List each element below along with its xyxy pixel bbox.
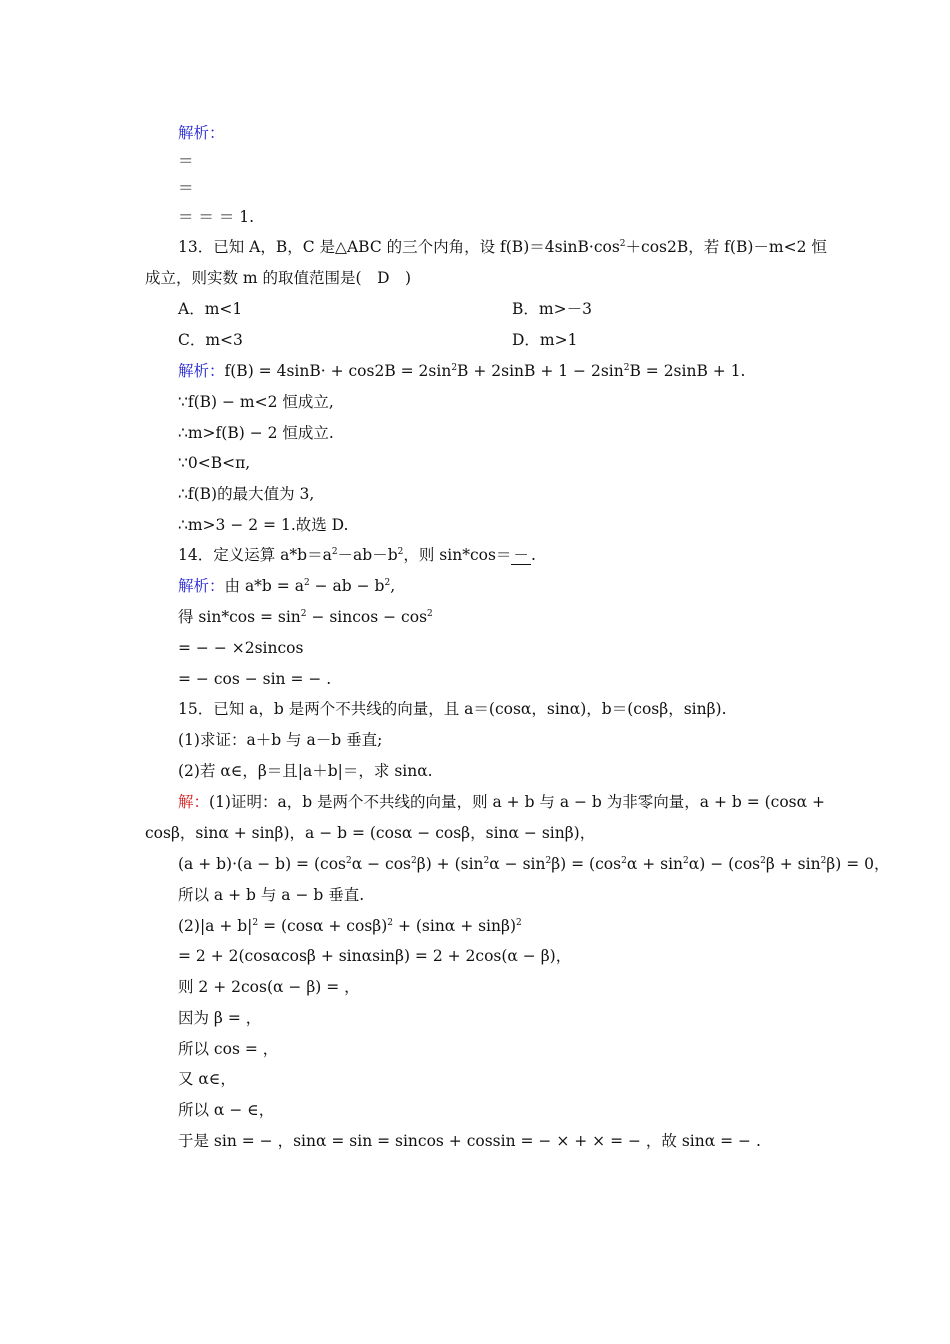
text-line: [512, 330, 577, 350]
text-line: [178, 361, 745, 381]
text-line: [145, 823, 595, 843]
text-segment: 则 2 + 2cos(α − β) = ，: [178, 978, 360, 996]
text-segment: (1)求证：a＋b 与 a－b 垂直;: [178, 731, 383, 749]
superscript: 2: [483, 856, 490, 866]
text-segment: D．m>1: [512, 331, 578, 349]
text-segment: α − cos: [351, 855, 411, 873]
text-line: [145, 268, 411, 288]
text-segment: ，则 sin*cos＝: [403, 546, 512, 564]
label-blue: 解析：: [178, 362, 225, 380]
text-segment: + (sinα + sinβ): [393, 917, 517, 935]
text-line: [178, 392, 334, 412]
superscript: 2: [397, 547, 404, 557]
text-segment: − sincos − cos: [306, 608, 428, 626]
text-segment: (2)若 α∈，β＝且|a＋b|＝，求 sinα.: [178, 762, 433, 780]
text-line: [178, 237, 827, 257]
text-line: [178, 123, 225, 143]
superscript: 2: [623, 363, 630, 373]
text-line: [178, 1008, 261, 1028]
text-segment: α) − (cos: [688, 855, 761, 873]
text-segment: α − sin: [489, 855, 546, 873]
text-line: [512, 299, 592, 319]
text-line: [178, 178, 194, 198]
text-line: [178, 576, 395, 596]
superscript: 2: [387, 918, 394, 928]
text-segment: B + 2sinB + 1 − 2sin: [457, 362, 624, 380]
text-segment: (a + b)·(a − b) = (cos: [178, 855, 346, 873]
superscript: 2: [331, 547, 338, 557]
text-segment: − ab − b: [309, 577, 385, 595]
text-segment: = 2 + 2(cosαcosβ + sinαsinβ) = 2 + 2cos(α − β)，: [178, 947, 572, 965]
text-line: [178, 1131, 761, 1151]
superscript: 2: [303, 578, 310, 588]
text-segment: β) = 0，: [826, 855, 890, 873]
text-line: [178, 669, 331, 689]
text-segment: 成立，则实数 m 的取值范围是( D ): [145, 269, 412, 287]
text-segment: ∴m>f(B) − 2 恒成立.: [178, 424, 334, 442]
text-segment: (2)|a + b|: [178, 917, 253, 935]
text-segment: 得 sin*cos = sin: [178, 608, 301, 626]
text-segment: f(B) = 4sinB· + cos2B = 2sin: [224, 362, 452, 380]
superscript: 2: [621, 856, 627, 866]
superscript: 2: [384, 578, 391, 588]
superscript: 2: [760, 856, 766, 866]
text-segment: －: [513, 546, 529, 564]
text-line: [178, 916, 522, 936]
text-segment: B．m>－3: [512, 300, 592, 318]
text-segment: 15．已知 a，b 是两个不共线的向量，且 a＝(cosα，sinα)，b＝(cosβ，sinβ).: [178, 700, 727, 718]
label-blue: 解析：: [178, 577, 225, 595]
text-segment: 所以 a + b 与 a − b 垂直.: [178, 886, 365, 904]
text-line: [178, 423, 334, 443]
text-segment: 所以 cos = ，: [178, 1040, 279, 1058]
text-segment: (1)证明：a，b 是两个不共线的向量，则 a + b 与 a − b 为非零向量，a + b = (cosα +: [209, 793, 826, 811]
text-line: [178, 330, 243, 350]
superscript: 2: [345, 856, 352, 866]
text-line: [178, 761, 433, 781]
text-segment: ＋cos2B，若 f(B)－m<2 恒: [625, 238, 827, 256]
superscript: 2: [545, 856, 552, 866]
superscript: 2: [451, 363, 458, 373]
text-segment: .: [530, 546, 536, 564]
text-line: [178, 1039, 278, 1059]
text-segment: ∵0<B<π,: [178, 454, 251, 472]
text-segment: ＝: [178, 152, 194, 170]
superscript: 2: [300, 609, 307, 619]
text-line: [178, 151, 194, 171]
text-line: [178, 730, 382, 750]
text-segment: ＝ ＝ ＝ 1.: [178, 208, 255, 226]
label-red: 解：: [178, 793, 210, 811]
text-segment: 由 a*b = a: [224, 577, 304, 595]
text-segment: α + sin: [626, 855, 684, 873]
text-line: [178, 607, 433, 627]
text-line: [178, 699, 727, 719]
superscript: 2: [683, 856, 689, 866]
text-line: [178, 207, 254, 227]
text-segment: ＝: [178, 179, 194, 197]
text-line: [178, 854, 890, 874]
superscript: 2: [619, 239, 626, 249]
text-line: [178, 792, 825, 812]
text-segment: A．m<1: [178, 300, 243, 318]
text-line: [178, 299, 242, 319]
text-segment: β) = (cos: [551, 855, 622, 873]
superscript: 2: [516, 918, 522, 928]
text-segment: = − cos − sin = − .: [178, 670, 332, 688]
text-line: [178, 946, 571, 966]
text-segment: cosβ，sinα + sinβ)，a − b = (cosα − cosβ，sinα − sinβ)，: [145, 824, 596, 842]
text-segment: 所以 α − ∈，: [178, 1101, 275, 1119]
text-segment: 14．定义运算 a*b＝a: [178, 546, 332, 564]
text-segment: β + sin: [765, 855, 821, 873]
superscript: 2: [427, 609, 433, 619]
text-segment: ∴f(B)的最大值为 3,: [178, 485, 315, 503]
superscript: 2: [252, 918, 259, 928]
text-line: [178, 484, 314, 504]
text-segment: ∴m>3 − 2 = 1.故选 D.: [178, 516, 349, 534]
text-segment: ∵f(B) − m<2 恒成立,: [178, 393, 334, 411]
text-segment: = − − ×2sincos: [178, 639, 304, 657]
text-segment: = (cosα + cosβ): [258, 917, 388, 935]
superscript: 2: [820, 856, 827, 866]
text-segment: －ab－b: [337, 546, 398, 564]
text-line: [178, 1100, 274, 1120]
text-line: [178, 515, 348, 535]
text-segment: C．m<3: [178, 331, 243, 349]
text-line: [178, 453, 250, 473]
text-segment: B = 2sinB + 1.: [629, 362, 746, 380]
text-segment: ,: [390, 577, 396, 595]
text-line: [178, 977, 360, 997]
text-line: [178, 545, 536, 565]
text-line: [178, 885, 364, 905]
label-blue: 解析：: [178, 124, 225, 142]
text-segment: 又 α∈，: [178, 1070, 236, 1088]
text-segment: β) + (sin: [416, 855, 484, 873]
text-segment: 因为 β = ，: [178, 1009, 262, 1027]
superscript: 2: [411, 856, 417, 866]
text-line: [178, 638, 303, 658]
text-segment: 13．已知 A，B，C 是△ABC 的三个内角，设 f(B)＝4sinB·cos: [178, 238, 620, 256]
text-segment: 于是 sin = − ，sinα = sin = sincos + cossin = − × + × = − ，故 sinα = − .: [178, 1132, 761, 1150]
text-line: [178, 1069, 236, 1089]
